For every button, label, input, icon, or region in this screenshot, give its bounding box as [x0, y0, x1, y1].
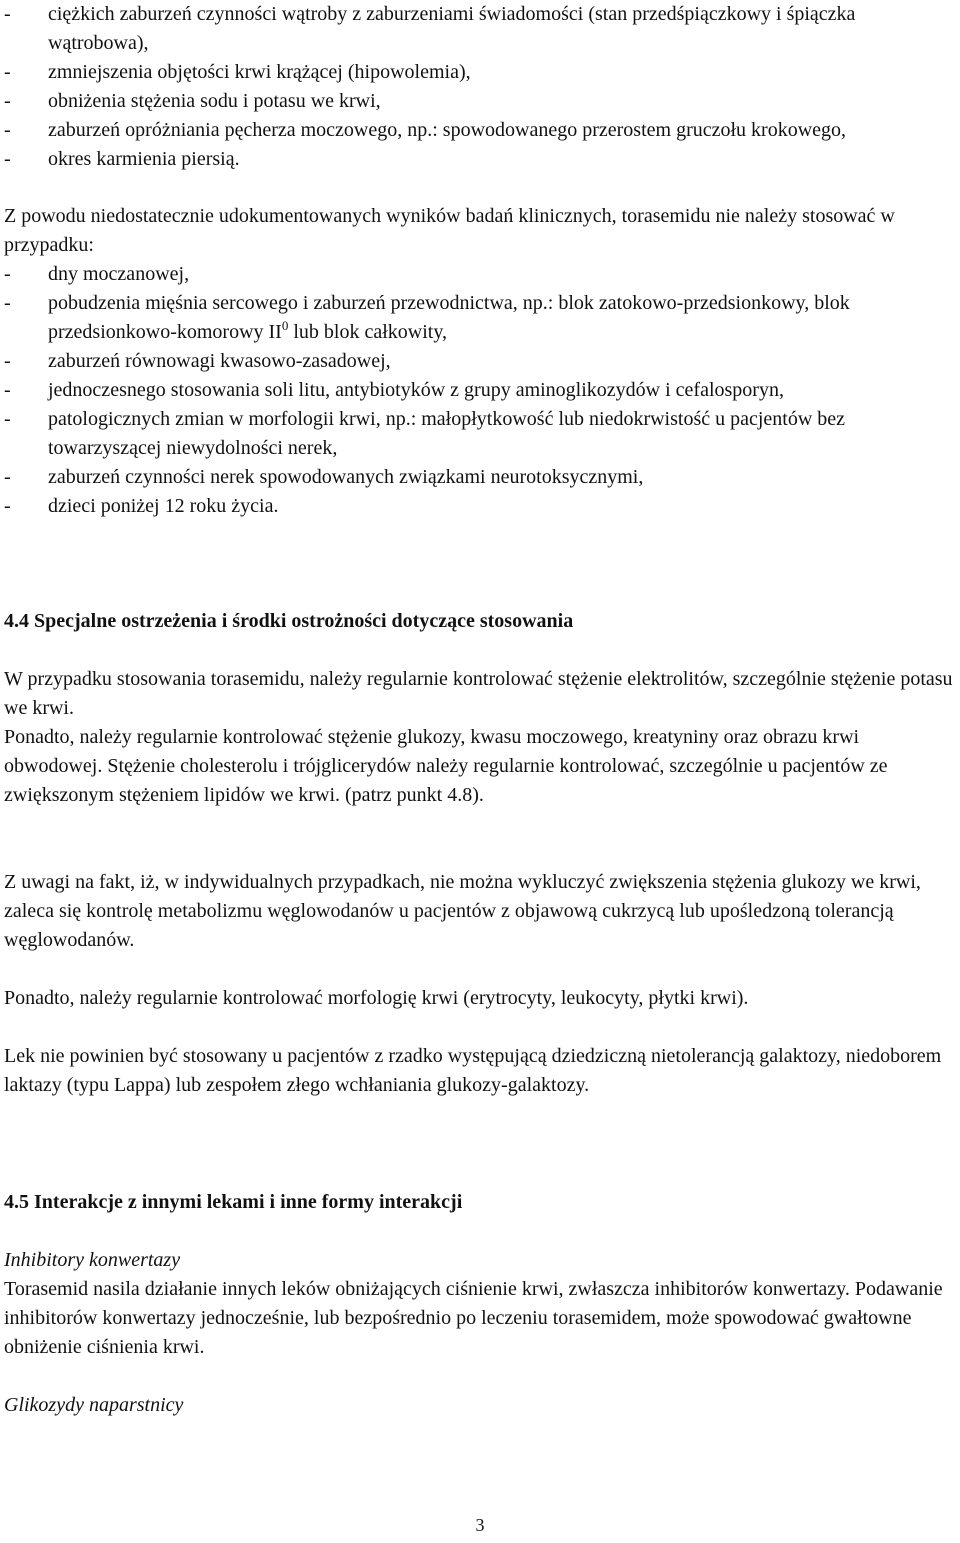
- list-item: [4, 260, 956, 289]
- list-item: [4, 347, 956, 376]
- list-item: [4, 116, 956, 145]
- page-number: 3: [475, 1515, 485, 1535]
- paragraph: Torasemid nasila działanie innych leków obniżających ciśnienie krwi, zwłaszcza inhibitorów konwertazy. Podawanie inhibitorów konwertazy jednocześnie, lub bezpośrednio po leczeniu torasemidem, może spowodować gwałtowne obniżenie ciśnienia krwi.: [4, 1278, 943, 1358]
- section-heading-4-5: 4.5 Interakcje z innymi lekami i inne formy interakcji: [4, 1191, 463, 1213]
- list-item-text: dny moczanowej,: [48, 263, 190, 285]
- list-item: [4, 58, 956, 87]
- list-item-text: dzieci poniżej 12 roku życia.: [48, 495, 279, 517]
- bullet-dash: -: [4, 148, 11, 170]
- bullet-dash: -: [4, 61, 11, 83]
- paragraph: W przypadku stosowania torasemidu, należy regularnie kontrolować stężenie elektrolitów, szczególnie stężenie potasu we krwi.: [4, 668, 953, 719]
- list-item: [4, 463, 956, 492]
- list-item: [4, 405, 956, 463]
- paragraph: Lek nie powinien być stosowany u pacjentów z rzadko występującą dziedziczną nietolerancją galaktozy, niedoborem laktazy (typu Lappa) lub zespołem złego wchłaniania glukozy-galaktozy.: [4, 1045, 942, 1096]
- subheading: Glikozydy naparstnicy: [4, 1394, 184, 1416]
- list-item-text: obniżenia stężenia sodu i potasu we krwi,: [48, 90, 381, 112]
- list-item: [4, 376, 956, 405]
- list-item-text: patologicznych zmian w morfologii krwi, np.: małopłytkowość lub niedokrwistość u pacjentów bez towarzyszącej niewydolności nerek,: [48, 408, 846, 459]
- paragraph: Z powodu niedostatecznie udokumentowanych wyników badań klinicznych, torasemidu nie należy stosować w przypadku:: [4, 205, 895, 256]
- paragraph: Ponadto, należy regularnie kontrolować stężenie glukozy, kwasu moczowego, kreatyniny oraz obrazu krwi obwodowej. Stężenie cholesterolu i trójglicerydów należy regularnie kontrolować, szczególnie u pacjentów ze zwiększonym stężeniem lipidów we krwi. (patrz punkt 4.8).: [4, 726, 888, 806]
- list-item-text-tail: lub blok całkowity,: [288, 321, 448, 343]
- bullet-dash: -: [4, 90, 11, 112]
- bullet-dash: -: [4, 466, 11, 488]
- list-item-text: zaburzeń równowagi kwasowo-zasadowej,: [48, 350, 391, 372]
- paragraph: Ponadto, należy regularnie kontrolować morfologię krwi (erytrocyty, leukocyty, płytki krwi).: [4, 987, 749, 1009]
- bullet-dash: -: [4, 3, 11, 25]
- section-heading-4-4: 4.4 Specjalne ostrzeżenia i środki ostrożności dotyczące stosowania: [4, 610, 574, 632]
- list-item-text: zaburzeń czynności nerek spowodowanych związkami neurotoksycznymi,: [48, 466, 644, 488]
- bullet-dash: -: [4, 292, 11, 314]
- list-item-text: pobudzenia mięśnia sercowego i zaburzeń przewodnictwa, np.: blok zatokowo-przedsionkowy, blok przedsionkowo-komorowy II: [48, 292, 850, 343]
- bullet-dash: -: [4, 408, 11, 430]
- list-item-text: zaburzeń opróżniania pęcherza moczowego, np.: spowodowanego przerostem gruczołu krokowego,: [48, 119, 847, 141]
- list-item: [4, 289, 956, 347]
- subheading: Inhibitory konwertazy: [4, 1249, 181, 1271]
- superscript: 0: [281, 318, 289, 333]
- list-item-text: jednoczesnego stosowania soli litu, antybiotyków z grupy aminoglikozydów i cefalosporyn,: [48, 379, 784, 401]
- bullet-dash: -: [4, 263, 11, 285]
- list-item-text: zmniejszenia objętości krwi krążącej (hipowolemia),: [48, 61, 471, 83]
- paragraph: Z uwagi na fakt, iż, w indywidualnych przypadkach, nie można wykluczyć zwiększenia stężenia glukozy we krwi, zaleca się kontrolę metabolizmu węglowodanów u pacjentów z objawową cukrzycą lub upośledzoną tolerancją węglowodanów.: [4, 871, 921, 951]
- contraindication-list: [4, 0, 956, 174]
- list-item: [4, 492, 956, 521]
- list-item: [4, 0, 956, 58]
- list-item-text: ciężkich zaburzeń czynności wątroby z zaburzeniami świadomości (stan przedśpiączkowy i śpiączka wątrobowa),: [48, 3, 856, 54]
- insufficient-data-section: [4, 202, 956, 521]
- list-item: [4, 87, 956, 116]
- bullet-dash: -: [4, 379, 11, 401]
- bullet-dash: -: [4, 119, 11, 141]
- list-item-text: okres karmienia piersią.: [48, 148, 240, 170]
- bullet-dash: -: [4, 495, 11, 517]
- list-item: [4, 145, 956, 174]
- bullet-dash: -: [4, 350, 11, 372]
